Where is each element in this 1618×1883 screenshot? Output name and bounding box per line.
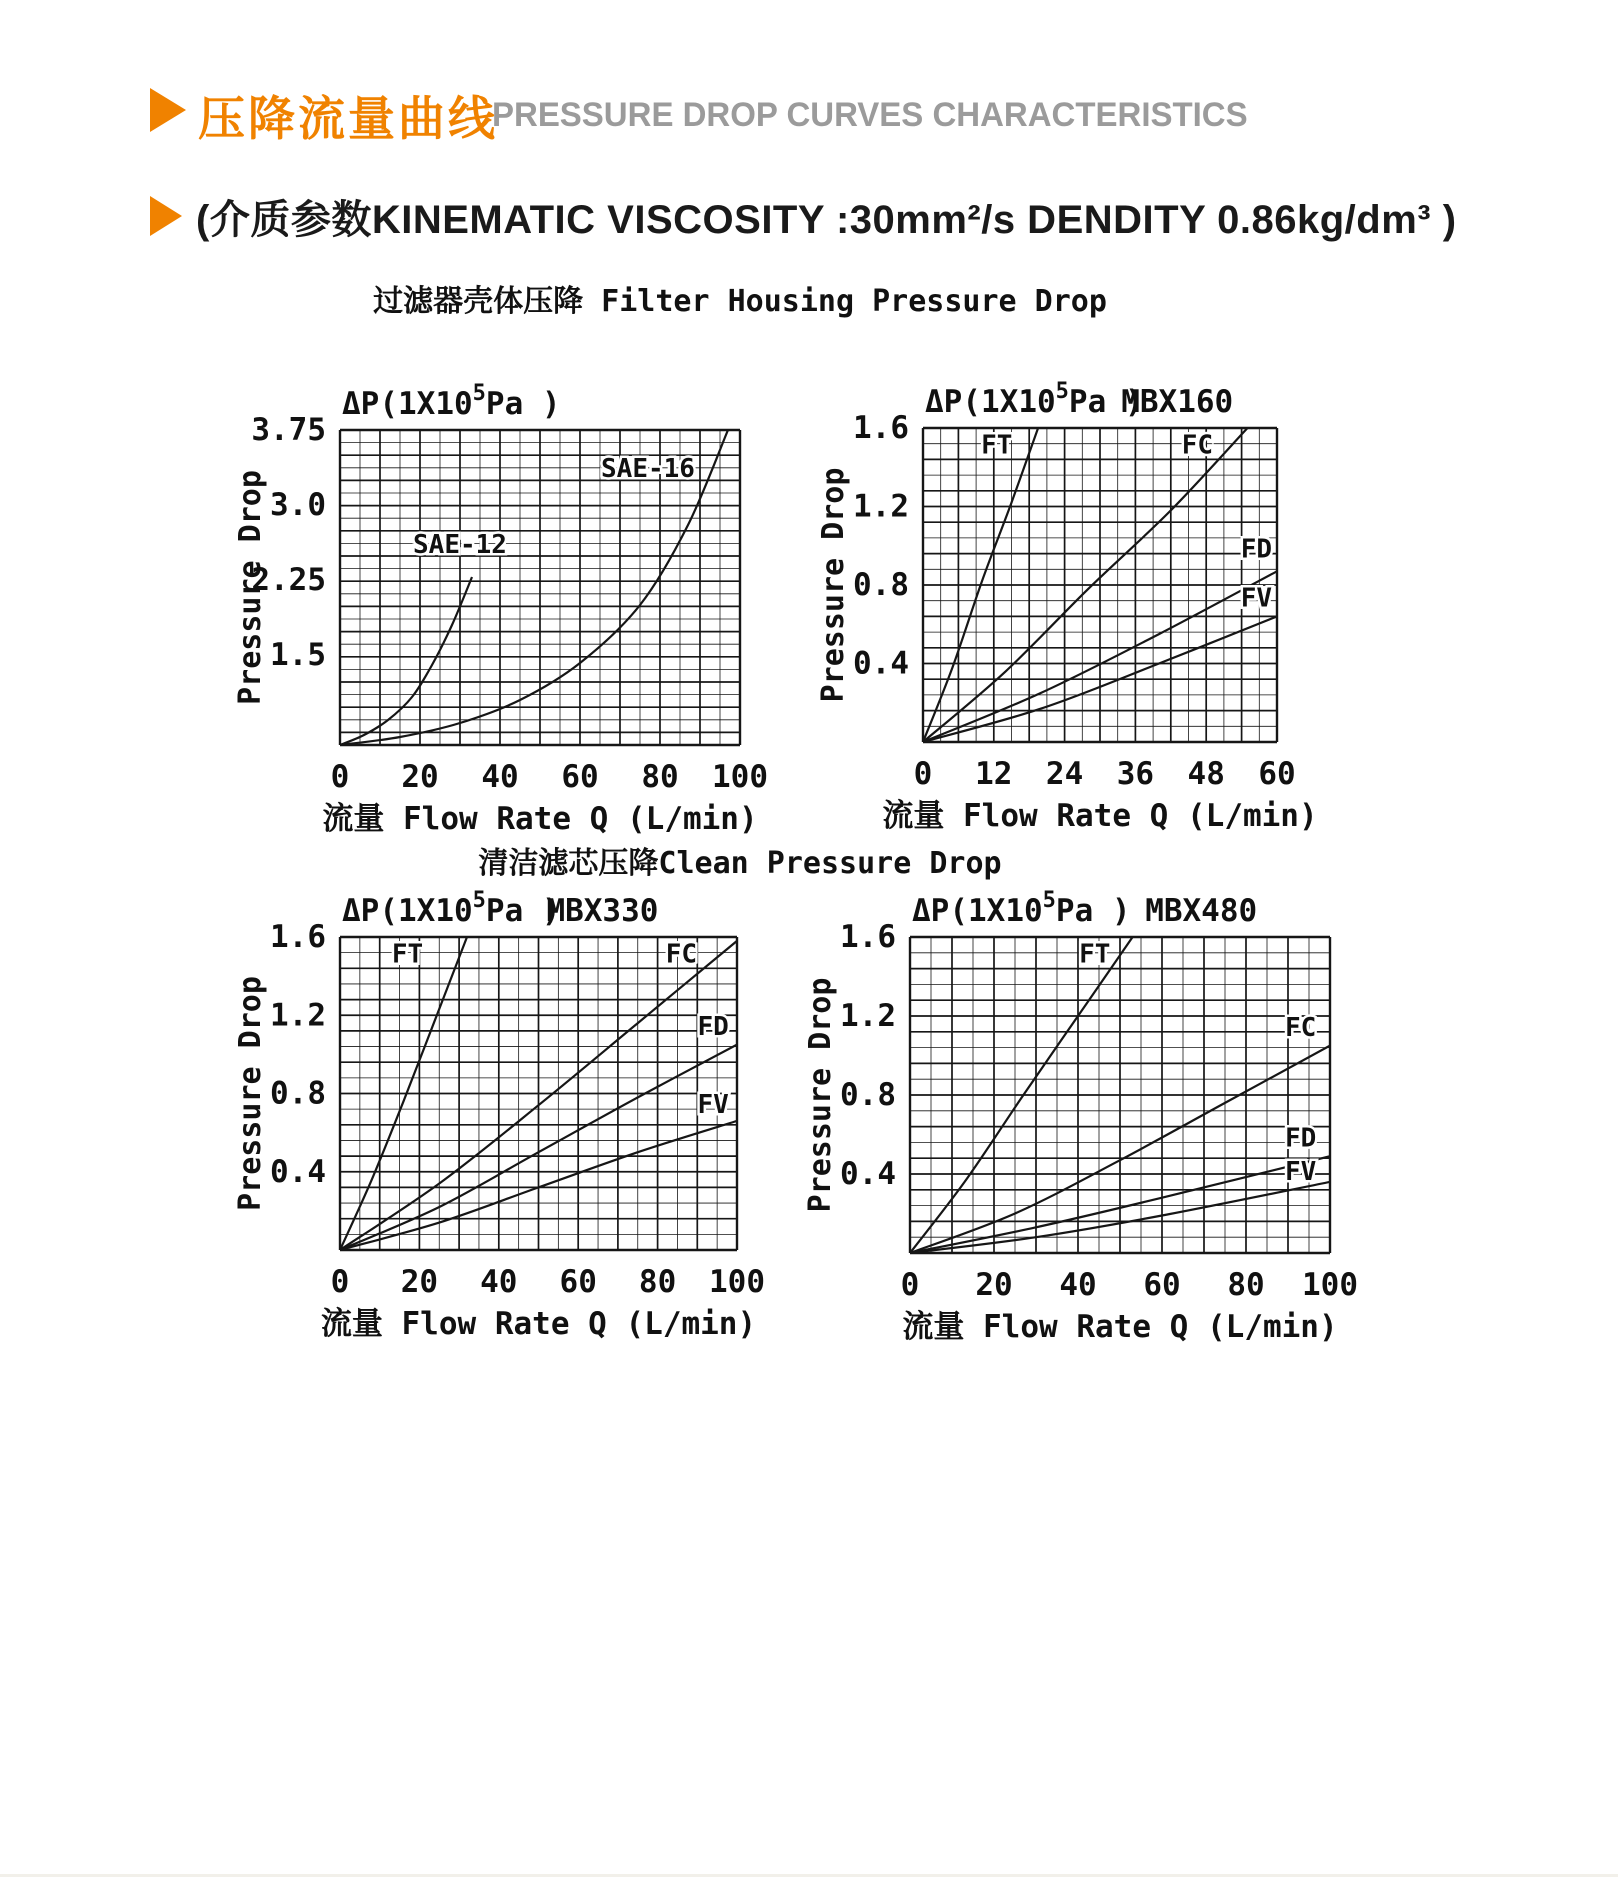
chart-svg — [225, 350, 795, 845]
x-tick-label: 40 — [1059, 1267, 1097, 1303]
x-tick-label: 80 — [1227, 1267, 1265, 1303]
x-tick-label: 0 — [900, 1267, 920, 1303]
curve-label-fc: FC — [1284, 1012, 1317, 1043]
curve-label-fc: FC — [665, 939, 698, 970]
x-tick-label: 0 — [330, 759, 350, 795]
x-tick-label: 20 — [975, 1267, 1013, 1303]
y-tick-label: 3.0 — [270, 487, 326, 523]
y-tick-label: 1.5 — [270, 637, 326, 673]
chart-mbx160 — [808, 348, 1332, 842]
chart-model-label: MBX160 — [1121, 384, 1234, 420]
x-tick-label: 12 — [975, 756, 1013, 792]
chart-svg — [795, 857, 1385, 1353]
y-axis-title: Pressure Drop — [233, 470, 268, 705]
x-tick-label: 60 — [561, 759, 599, 795]
x-tick-label: 60 — [559, 1264, 597, 1300]
chart-sae-12 — [225, 350, 795, 845]
y-axis-title: Pressure Drop — [816, 467, 851, 703]
x-tick-label: 48 — [1187, 756, 1225, 792]
page-title-cn: 压降流量曲线 — [198, 92, 498, 145]
chart-mbx480 — [795, 857, 1385, 1353]
arrow-bullet-icon — [150, 88, 186, 132]
chart-mbx330 — [225, 857, 792, 1350]
chart-svg — [225, 857, 792, 1350]
x-tick-label: 80 — [638, 1264, 677, 1300]
y-tick-label: 0.8 — [853, 567, 909, 603]
page-title-en: PRESSURE DROP CURVES CHARACTERISTICS — [492, 96, 1248, 134]
x-tick-label: 40 — [480, 1264, 518, 1300]
y-axis-title: Pressure Drop — [803, 977, 838, 1213]
y-tick-label: 0.4 — [840, 1156, 896, 1192]
curve-label-ft: FT — [1079, 939, 1111, 970]
delta-p-axis-label: $\Delta P(1X10^5Pa$ ) — [342, 888, 561, 929]
y-tick-label: 0.8 — [270, 1075, 326, 1112]
y-tick-label: 1.6 — [270, 919, 326, 955]
chart-model-label: MBX480 — [1145, 893, 1258, 929]
x-tick-label: 20 — [401, 759, 439, 795]
y-tick-label: 2.25 — [251, 562, 326, 598]
y-tick-label: 1.2 — [853, 488, 909, 525]
y-tick-label: 0.8 — [840, 1077, 896, 1113]
x-tick-label: 24 — [1045, 756, 1084, 792]
grid — [923, 428, 1277, 742]
curve-label-fd: FD — [1240, 534, 1273, 565]
grid — [910, 937, 1330, 1253]
x-tick-label: 40 — [481, 759, 519, 795]
curve-label-fc: FC — [1181, 430, 1214, 461]
section-title-housing: 过滤器壳体压降 Filter Housing Pressure Drop — [373, 284, 1107, 319]
x-axis-title: 流量 Flow Rate Q (L/min) — [322, 801, 758, 837]
x-tick-label: 60 — [1258, 756, 1296, 792]
y-tick-label: 1.2 — [270, 997, 326, 1034]
curve-label-fd: FD — [1284, 1123, 1317, 1154]
curve-label-fv: FV — [1284, 1156, 1317, 1187]
y-tick-label: 0.4 — [270, 1153, 326, 1190]
y-tick-label: 1.2 — [840, 998, 896, 1034]
y-tick-label: 0.4 — [853, 645, 909, 682]
arrow-bullet-icon — [150, 196, 182, 236]
chart-svg — [808, 348, 1332, 842]
y-axis-title: Pressure Drop — [233, 976, 268, 1211]
x-tick-label: 20 — [400, 1264, 439, 1300]
x-axis-title: 流量 Flow Rate Q (L/min) — [320, 1306, 757, 1342]
x-tick-label: 60 — [1143, 1267, 1181, 1303]
chart-model-label: MBX330 — [546, 893, 659, 929]
curve-label-fd: FD — [697, 1011, 729, 1042]
x-tick-label: 100 — [712, 759, 768, 795]
x-tick-label: 0 — [330, 1264, 350, 1300]
curve-label-sae-12: SAE-12 — [413, 530, 507, 560]
y-tick-label: 1.6 — [840, 919, 896, 955]
page-footer-rule — [0, 1874, 1618, 1877]
x-tick-label: 36 — [1116, 756, 1155, 792]
y-tick-label: 1.6 — [853, 410, 909, 446]
grid — [340, 937, 737, 1250]
x-axis-title: 流量 Flow Rate Q (L/min) — [882, 798, 1318, 834]
delta-p-axis-label: $\Delta P(1X10^5Pa$ ) — [342, 381, 561, 422]
curve-label-fv: FV — [697, 1090, 729, 1121]
x-tick-label: 100 — [1302, 1267, 1358, 1303]
curve-label-sae-16: SAE-16 — [601, 454, 695, 484]
curve-label-ft: FT — [981, 430, 1013, 461]
x-tick-label: 0 — [913, 756, 933, 792]
x-tick-label: 80 — [641, 759, 679, 795]
curve-label-fv: FV — [1240, 583, 1273, 614]
y-tick-label: 3.75 — [251, 412, 326, 448]
media-parameters-subtitle: (介质参数KINEMATIC VISCOSITY :30mm²/s DENDITY 0.86kg/dm³ ) — [196, 198, 1457, 242]
delta-p-axis-label: $\Delta P(1X10^5Pa$ ) — [925, 379, 1144, 420]
curve-label-ft: FT — [391, 939, 424, 970]
section-title-clean: 清洁滤芯压降Clean Pressure Drop — [478, 846, 1002, 881]
delta-p-axis-label: $\Delta P(1X10^5Pa$ ) — [912, 888, 1131, 929]
x-tick-label: 100 — [709, 1264, 765, 1300]
x-axis-title: 流量 Flow Rate Q (L/min) — [902, 1309, 1338, 1345]
